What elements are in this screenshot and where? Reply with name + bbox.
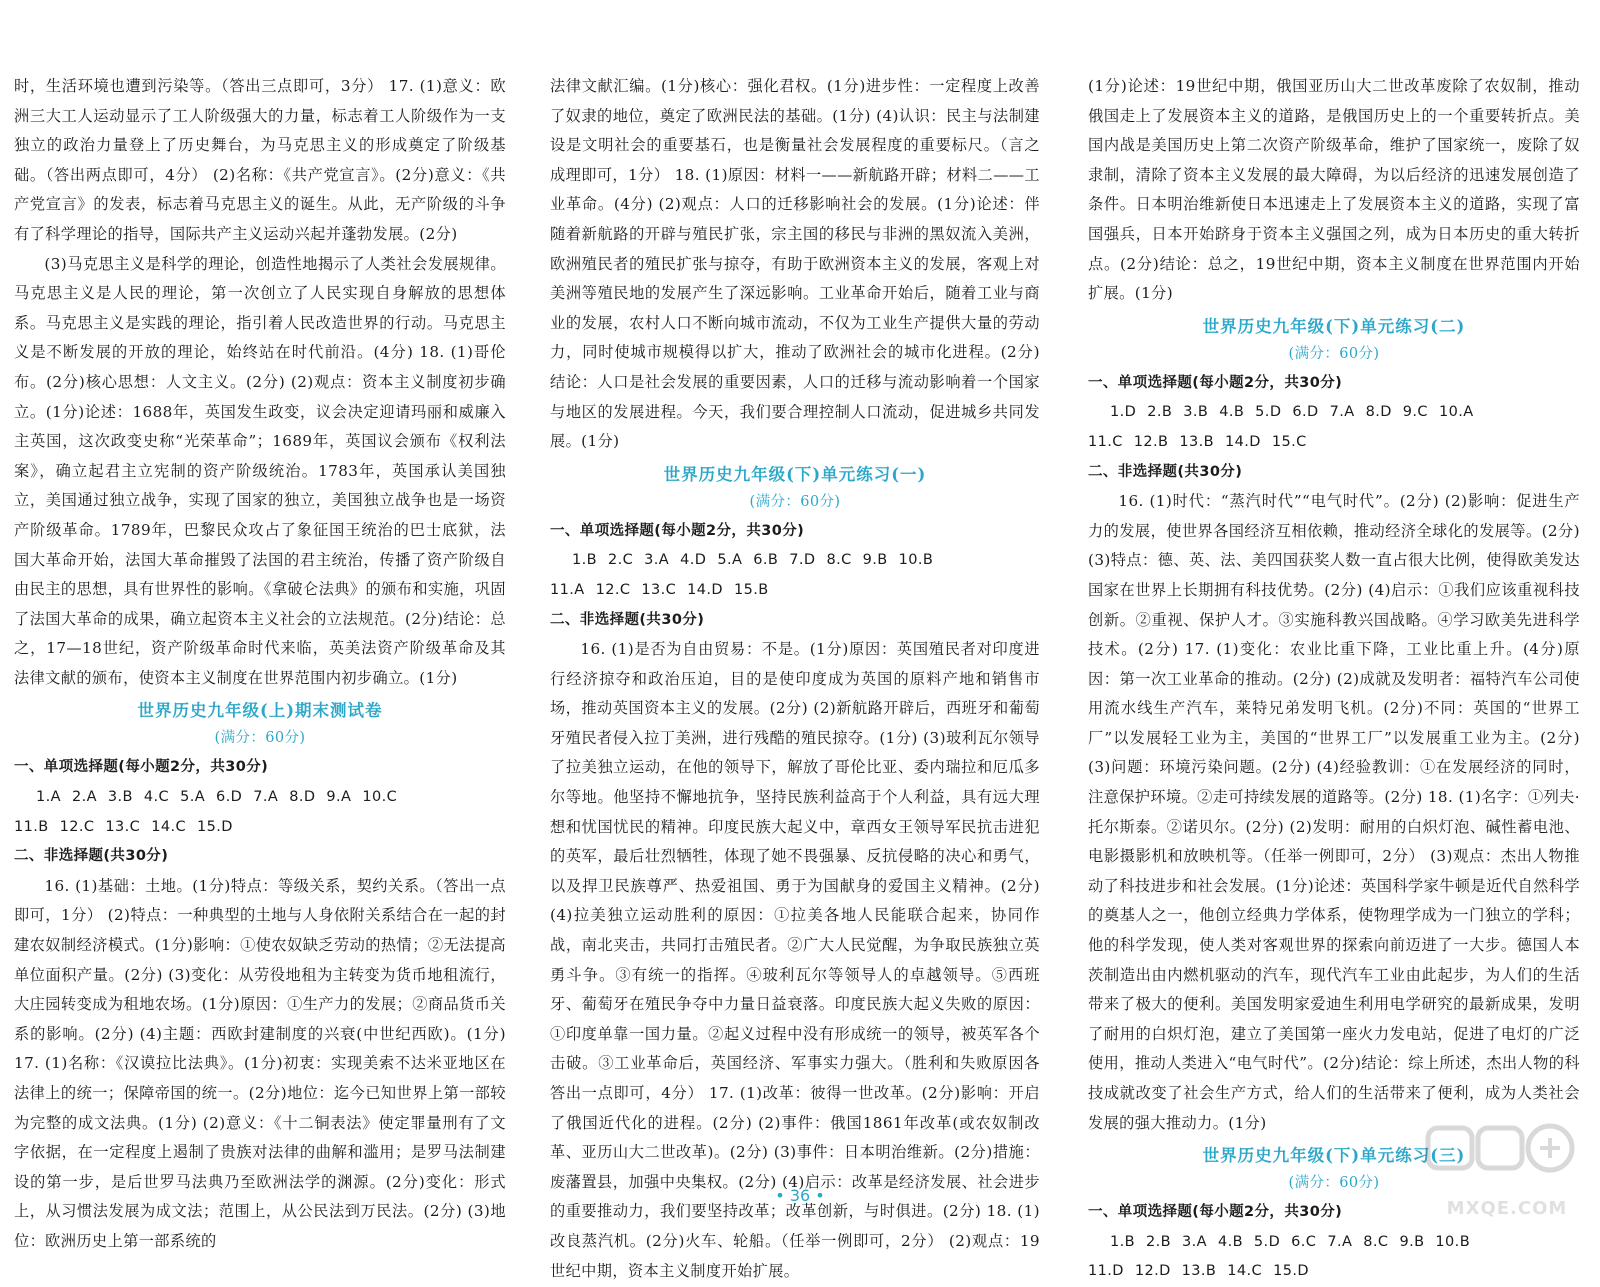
column-middle bbox=[550, 72, 1040, 1286]
answer-paragraph: 时，生活环境也遭到污染等。（答出三点即可，3分） 17. (1)意义：欧洲三大工人运动显示了工人阶级强大的力量，标志着工人阶级作为一支独立的政治力量登上了历史舞台，为马克思主义的形成奠定了阶级基础。（答出两点即可，4分） (2)名称：《共产党宣言》。(2分)意义：《共产党宣言》的发表，标志着马克思主义的诞生。从此，无产阶级的斗争有了科学理论的指导，国际共产主义运动兴起并蓬勃发展。(2分) bbox=[14, 77, 506, 243]
part-heading: 二、非选择题(共30分) bbox=[550, 611, 705, 628]
part-heading: 二、非选择题(共30分) bbox=[1088, 463, 1243, 480]
section-subtitle: (满分：60分) bbox=[214, 730, 306, 747]
part-heading: 二、非选择题(共30分) bbox=[14, 848, 169, 865]
part-heading: 一、单项选择题(每小题2分，共30分) bbox=[550, 522, 805, 539]
choice-answers: 1.A 2.A 3.B 4.C 5.A 6.D 7.A 8.D 9.A 10.C bbox=[36, 789, 398, 806]
choice-answers: 11.C 12.B 13.B 14.D 15.C bbox=[1088, 433, 1307, 450]
column-left bbox=[14, 72, 506, 1257]
section-subtitle: (满分：60分) bbox=[1288, 345, 1380, 362]
choice-answers: 1.B 2.C 3.A 4.D 5.A 6.B 7.D 8.C 9.B 10.B bbox=[572, 552, 934, 569]
answer-paragraph: 16. (1)时代：“蒸汽时代”“电气时代”。(2分) (2)影响：促进生产力的发展，使世界各国经济互相依赖，推动经济全球化的发展等。(2分) (3)特点：德、英、法、美四国获奖人数一直占很大比例，使得欧美发达国家在世界上长期拥有科技优势。(2分) (4)启示：①我们应该重视科技创新。②重视、保护人才。③实施科教兴国战略。④学习欧美先进科学技术。(2分) 17. (1)变化：农业比重下降，工业比重上升。(4分)原因：第一次工业革命的推动。(2分) (2)成就及发明者：福特汽车公司使用流水线生产汽车，莱特兄弟发明飞机。(2分)不同：英国的“世界工厂”以发展轻工业为主，美国的“世界工厂”以发展重工业为主。(2分) (3)问题：环境污染问题。(2分) (4)经验教训：①在发展经济的同时，注意保护环境。②走可持续发展的道路等。(2分) 18. (1)名字：①列夫·托尔斯泰。②诺贝尔。(2分) (2)发明：耐用的白炽灯泡、碱性蓄电池、电影摄影机和放映机等。（任举一例即可，2分） (3)观点：杰出人物推动了科技进步和社会发展。(1分)论述：英国科学家牛顿是近代自然科学的奠基人之一，他创立经典力学体系，使物理学成为一门独立的学科；他的科学发现，使人类对客观世界的探索向前迈进了一大步。德国人本茨制造出由内燃机驱动的汽车，现代汽车工业由此起步，为人们的生活带来了极大的便利。美国发明家爱迪生利用电学研究的最新成果，发明了耐用的白炽灯泡，建立了美国第一座火力发电站，促进了电灯的广泛使用，推动人类进入“电气时代”。(2分)结论：综上所述，杰出人物的科技成就改变了社会生产方式，给人们的生活带来了便利，成为人类社会发展的强大推动力。(1分) bbox=[1088, 492, 1580, 1132]
page-number: • 36 • bbox=[775, 1186, 825, 1205]
answer-paragraph: 法律文献汇编。(1分)核心：强化君权。(1分)进步性：一定程度上改善了奴隶的地位，奠定了欧洲民法的基础。(1分) (4)认识：民主与法制建设是文明社会的重要基石，也是衡量社会发展程度的重要标尺。（言之成理即可，1分） 18. (1)原因：材料一——新航路开辟；材料二——工业革命。(4分) (2)观点：人口的迁移影响社会的发展。(1分)论述：伴随着新航路的开辟与殖民扩张，宗主国的移民与非洲的黑奴流入美洲，欧洲殖民者的殖民扩张与掠夺，有助于欧洲资本主义的发展，客观上对美洲等殖民地的发展产生了深远影响。工业革命开始后，随着工业与商业的发展，农村人口不断向城市流动，不仅为工业生产提供大量的劳动力，同时使城市规模得以扩大，推动了欧洲社会的城市化进程。(2分)结论：人口是社会发展的重要因素，人口的迁移与流动影响着一个国家与地区的发展进程。今天，我们要合理控制人口流动，促进城乡共同发展。(1分) bbox=[550, 77, 1040, 451]
section-subtitle: (满分：60分) bbox=[1288, 1175, 1380, 1192]
watermark-logo bbox=[1422, 1120, 1582, 1230]
section-subtitle: (满分：60分) bbox=[749, 493, 841, 510]
choice-answers: 11.B 12.C 13.C 14.C 15.D bbox=[14, 818, 233, 835]
part-heading: 一、单项选择题(每小题2分，共30分) bbox=[14, 759, 269, 776]
choice-answers: 11.A 12.C 13.C 14.D 15.B bbox=[550, 581, 769, 598]
section-title: 世界历史九年级(下)单元练习(二) bbox=[1202, 316, 1466, 336]
answer-paragraph: (3)马克思主义是科学的理论，创造性地揭示了人类社会发展规律。马克思主义是人民的理论，第一次创立了人民实现自身解放的思想体系。马克思主义是实践的理论，指引着人民改造世界的行动。马克思主义是不断发展的开放的理论，始终站在时代前沿。(4分) 18. (1)哥伦布。(2分)核心思想：人文主义。(2分) (2)观点：资本主义制度初步确立。(1分)论述：1688年，英国发生政变，议会决定迎请玛丽和威廉入主英国，这次政变史称“光荣革命”；1689年，英国议会颁布《权利法案》，确立起君主立宪制的资产阶级统治。1783年，英国承认美国独立，美国通过独立战争，实现了国家的独立，美国独立战争也是一场资产阶级革命。1789年，巴黎民众攻占了象征国王统治的巴士底狱，法国大革命开始，法国大革命摧毁了法国的君主统治，传播了资产阶级自由民主的思想，具有世界性的影响。《拿破仑法典》的颁布和实施，巩固了法国大革命的成果，确立起资本主义社会的立法规范。(2分)结论：总之，17—18世纪，资产阶级革命时代来临，英美法资产阶级革命及其法律文献的颁布，使资本主义制度在世界范围内初步确立。(1分) bbox=[14, 254, 506, 687]
answer-paragraph: (1分)论述：19世纪中期，俄国亚历山大二世改革废除了农奴制，推动俄国走上了发展资本主义的道路，是俄国历史上的一个重要转折点。美国内战是美国历史上第二次资产阶级革命，维护了国家统一，废除了奴隶制，清除了资本主义发展的最大障碍，为以后经济的迅速发展创造了条件。日本明治维新使日本迅速走上了发展资本主义的道路，实现了富国强兵，日本开始跻身于资本主义强国之列，成为日本历史的重大转折点。(2分)结论：总之，19世纪中期，资本主义制度在世界范围内开始扩展。(1分) bbox=[1088, 77, 1580, 303]
answer-paragraph: 16. (1)基础：土地。(1分)特点：等级关系，契约关系。（答出一点即可，1分） (2)特点：一种典型的土地与人身依附关系结合在一起的封建农奴制经济模式。(1分)影响：①使农奴缺乏劳动的热情；②无法提高单位面积产量。(2分) (3)变化：从劳役地租为主转变为货币地租流行，大庄园转变成为租地农场。(1分)原因：①生产力的发展；②商品货币关系的影响。(2分) (4)主题：西欧封建制度的兴衰(中世纪西欧)。(1分) 17. (1)名称：《汉谟拉比法典》。(1分)初衷：实现美索不达米亚地区在法律上的统一；保障帝国的统一。(2分)地位：迄今已知世界上第一部较为完整的成文法典。(1分) (2)意义：《十二铜表法》使定罪量刑有了文字依据，在一定程度上遏制了贵族对法律的曲解和滥用；是罗马法制建设的第一步，是后世罗马法典乃至欧洲法学的渊源。(2分)变化：形式上，从习惯法发展为成文法；范围上，从公民法到万民法。(2分) (3)地位：欧洲历史上第一部系统的 bbox=[14, 876, 506, 1250]
part-heading: 一、单项选择题(每小题2分，共30分) bbox=[1088, 1204, 1343, 1221]
column-right bbox=[1088, 72, 1580, 1287]
choice-answers: 11.D 12.D 13.B 14.C 15.D bbox=[1088, 1263, 1309, 1280]
section-title: 世界历史九年级(上)期末测试卷 bbox=[137, 701, 383, 721]
answer-paragraph: 16. (1)是否为自由贸易：不是。(1分)原因：英国殖民者对印度进行经济掠夺和政治压迫，目的是使印度成为英国的原料产地和销售市场，推动英国资本主义的发展。(2分) (2)新航路开辟后，西班牙和葡萄牙殖民者侵入拉丁美洲，进行残酷的殖民掠夺。(1分) (3)玻利瓦尔领导了拉美独立运动，在他的领导下，解放了哥伦比亚、委内瑞拉和厄瓜多尔等地。他坚持不懈地抗争，坚持民族利益高于个人利益，具有远大理想和忧国忧民的精神。印度民族大起义中，章西女王领导军民抗击进犯的英军，最后壮烈牺牲，体现了她不畏强暴、反抗侵略的决心和勇气，以及捍卫民族尊严、热爱祖国、勇于为国献身的爱国主义精神。(2分) (4)拉美独立运动胜利的原因：①拉美各地人民能联合起来，协同作战，南北夹击，共同打击殖民者。②广大人民觉醒，为争取民族独立英勇斗争。③有统一的指挥。④玻利瓦尔等领导人的卓越领导。⑤西班牙、葡萄牙在殖民争夺中力量日益衰落。印度民族大起义失败的原因：①印度单靠一国力量。②起义过程中没有形成统一的领导，被英军各个击破。③工业革命后，英国经济、军事实力强大。（胜利和失败原因各答出一点即可，4分） 17. (1)改革：彼得一世改革。(2分)影响：开启了俄国近代化的进程。(2分) (2)事件：俄国1861年改革(或农奴制改革、亚历山大二世改革)。(2分) (3)事件：日本明治维新。(2分)措施：废藩置县，加强中央集权。(2分) (4)启示：改革是经济发展、社会进步的重要推动力，我们要坚持改革；改革创新，与时俱进。(2分) 18. (1)改良蒸汽机。(2分)火车、轮船。（任举一例即可，2分） (2)观点：19世纪中期，资本主义制度开始扩展。 bbox=[550, 640, 1040, 1280]
part-heading: 一、单项选择题(每小题2分，共30分) bbox=[1088, 374, 1343, 391]
section-title: 世界历史九年级(下)单元练习(一) bbox=[663, 464, 927, 484]
section-title: 世界历史九年级(下)单元练习(三) bbox=[1202, 1146, 1466, 1166]
choice-answers: 1.D 2.B 3.B 4.B 5.D 6.D 7.A 8.D 9.C 10.A bbox=[1110, 404, 1474, 421]
choice-answers: 1.B 2.B 3.A 4.B 5.D 6.C 7.A 8.C 9.B 10.B bbox=[1110, 1233, 1471, 1250]
watermark-text: MXQE.COM bbox=[1446, 1198, 1568, 1219]
